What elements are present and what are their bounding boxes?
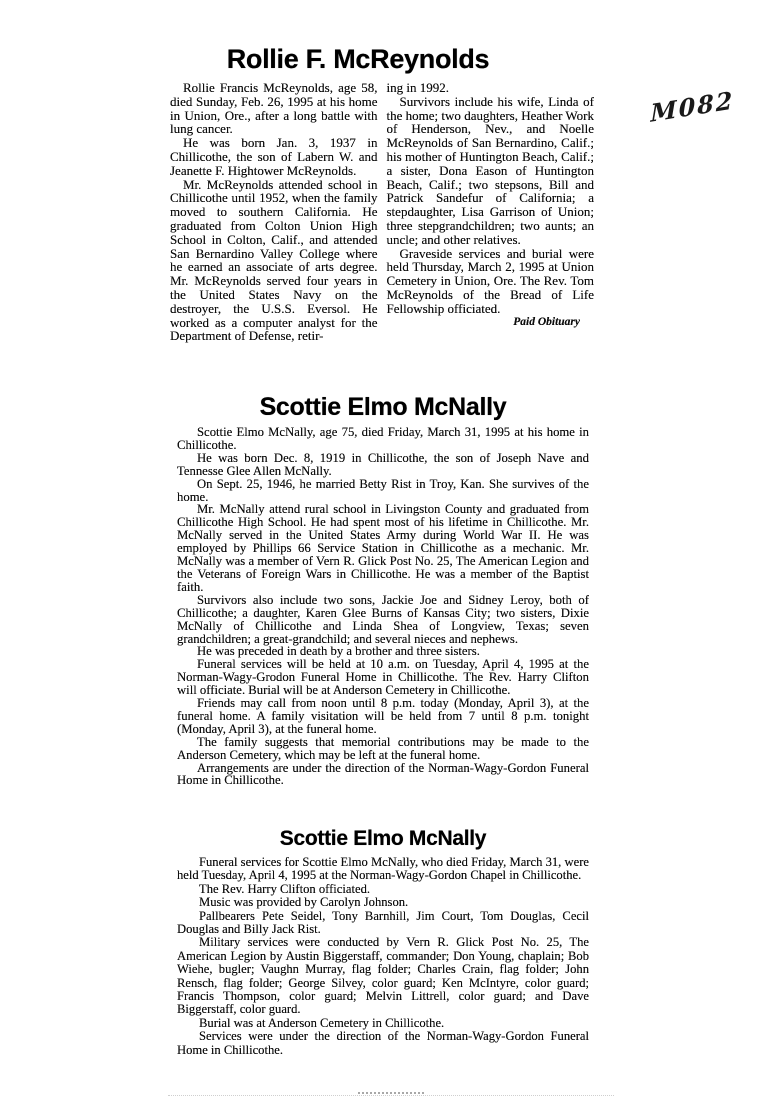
paragraph: Arrangements are under the direction of the Norman-Wagy-Gordon Funeral Home in Chillicothe. xyxy=(177,760,589,788)
article-mcnally-funeral-report xyxy=(177,826,589,1057)
paragraph: Services were under the direction of the Norman-Wagy-Gordon Funeral Home in Chillicothe. xyxy=(177,1029,589,1057)
article-mcreynolds-obituary xyxy=(170,44,594,343)
left-column xyxy=(170,81,378,343)
article-body xyxy=(177,856,589,1057)
paragraph: Funeral services will be held at 10 a.m. on Tuesday, April 4, 1995 at the Norman-Wagy-Grodon Funeral Home in Chillicothe. The Rev. Harry Clifton will officiate. Burial will be at Anderson Cemetery in Chillicothe. xyxy=(177,657,589,698)
scan-artifact-rule xyxy=(168,1095,614,1096)
paragraph: Mr. McReynolds attended school in Chillicothe until 1952, when the family moved to southern California. He graduated from Colton Union High School in Colton, Calif., and attended San Bernardino Valley College where he earned an associate of arts degree. Mr. McReynolds served four years in the United States Navy on the destroyer, the U.S.S. Eversol. He worked as a computer analyst for the Department of Defense, retir- xyxy=(170,176,378,344)
paragraph: The Rev. Harry Clifton officiated. xyxy=(199,881,371,896)
paragraph: Burial was at Anderson Cemetery in Chillicothe. xyxy=(199,1015,445,1030)
paragraph: Scottie Elmo McNally, age 75, died Friday, March 31, 1995 at his home in Chillicothe. xyxy=(177,425,589,452)
paragraph: ing in 1992. xyxy=(386,80,449,95)
paragraph: The family suggests that memorial contributions may be made to the Anderson Cemetery, which may be left at the funeral home. xyxy=(177,734,589,762)
paragraph: Mr. McNally attend rural school in Livingston County and graduated from Chillicothe High School. He had spent most of his lifetime in Chillicothe. Mr. McNally served in the United States Army during World War II. He was employed by Phillips 66 Service Station in Chillicothe as a mechanic. Mr. McNally was a member of Vern R. Glick Post No. 25, The American Legion and the Veterans of Foreign Wars in Chillicothe. He was a member of the Baptist faith. xyxy=(177,502,589,594)
paragraph: Pallbearers Pete Seidel, Tony Barnhill, Jim Court, Tom Douglas, Cecil Douglas and Billy Jack Rist. xyxy=(177,908,589,937)
article-title: Scottie Elmo McNally xyxy=(279,827,487,850)
article-title: Rollie F. McReynolds xyxy=(226,44,490,74)
paragraph: On Sept. 25, 1946, he married Betty Rist in Troy, Kan. She survives of the home. xyxy=(177,476,589,504)
paragraph: Military services were conducted by Vern R. Glick Post No. 25, The American Legion by Austin Biggerstaff, commander; Don Young, chaplain; Bob Wiehe, bugler; Vaughn Murray, flag folder; Charles Crain, flag folder; John Rensch, flag folder; George Silvey, color guard; Ken McIntyre, color guard; Francis Thompson, color guard; Melvin Littrell, color guard; and Dave Biggerstaff, color guard. xyxy=(177,935,589,1017)
paragraph: He was born Dec. 8, 1919 in Chillicothe, the son of Joseph Nave and Tennesse Glee Allen McNally. xyxy=(177,450,589,478)
scan-artifact-dash xyxy=(358,1092,424,1094)
paragraph: Survivors include his wife, Linda of the home; two daughters, Heather Work of Henderson, Nev., and Noelle McReynolds of San Bernardino, Calif.; his mother of Huntington Beach, Calif.; a sister, Dona Eason of Huntington Beach, Calif.; two stepsons, Bill and Patrick Sandefur of California; a stepdaughter, Lisa Garrison of Union; three stepgrandchildren; two aunts; an uncle; and other relatives. xyxy=(386,93,594,247)
handwritten-code: M082 xyxy=(650,85,735,128)
paragraph: Music was provided by Carolyn Johnson. xyxy=(199,895,409,910)
paragraph: Rollie Francis McReynolds, age 58, died Sunday, Feb. 26, 1995 at his home in Union, Ore., after a long battle with lung cancer. xyxy=(170,80,378,137)
paragraph: Funeral services for Scottie Elmo McNally, who died Friday, March 31, were held Tuesday, April 4, 1995 at the Norman-Wagy-Gordon Chapel in Chillicothe. xyxy=(177,855,589,883)
right-column xyxy=(387,81,595,343)
paragraph: Friends may call from noon until 8 p.m. today (Monday, April 3), at the funeral home. A family visitation will be held from 7 until 8 p.m. tonight (Monday, April 3), at the funeral home. xyxy=(177,696,589,736)
paragraph: He was born Jan. 3, 1937 in Chillicothe, the son of Labern W. and Jeanette F. Hightower McReynolds. xyxy=(170,135,378,178)
article-body xyxy=(177,426,589,787)
paragraph: Graveside services and burial were held Thursday, March 2, 1995 at Union Cemetery in Union, Ore. The Rev. Tom McReynolds of the Bread of Life Fellowship officiated. xyxy=(386,245,594,316)
paragraph: He was preceded in death by a brother and three sisters. xyxy=(197,644,480,659)
paid-obituary-attribution: Paid Obituary xyxy=(513,315,580,328)
paragraph: Survivors also include two sons, Jackie Joe and Sidney Leroy, both of Chillicothe; a daughter, Karen Glee Burns of Kansas City; two sisters, Dixie McNally of Chillicothe and Linda Shea of Longview, Texas; seven grandchildren; a great-grandchild; and several nieces and nephews. xyxy=(177,592,589,646)
two-column-body xyxy=(170,81,594,343)
article-title: Scottie Elmo McNally xyxy=(259,393,507,421)
article-mcnally-obituary xyxy=(177,392,589,787)
